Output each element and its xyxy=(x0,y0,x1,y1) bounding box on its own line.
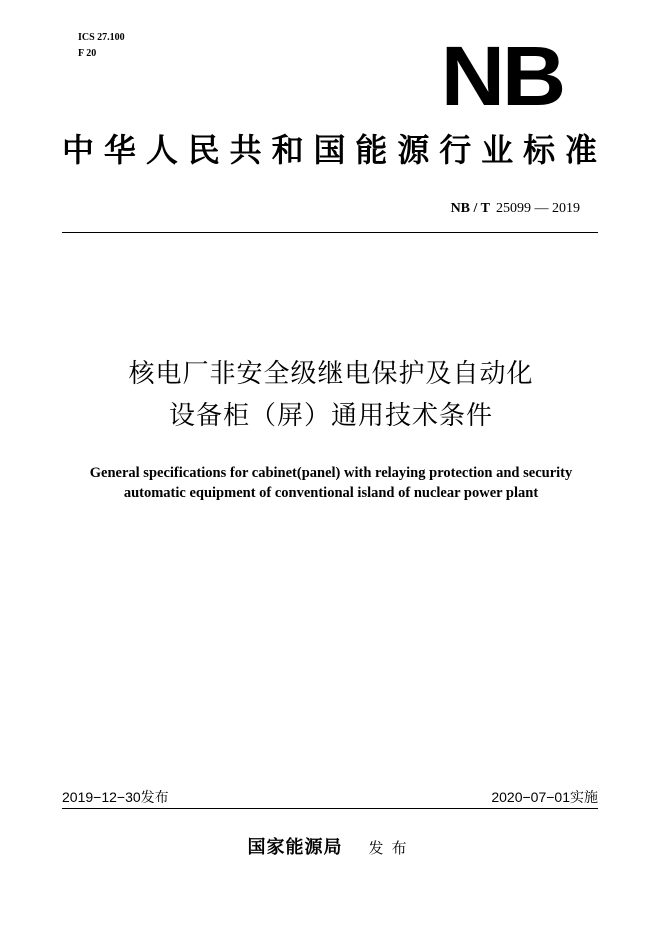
top-divider xyxy=(62,232,598,233)
ics-code: ICS 27.100 xyxy=(78,32,125,43)
bottom-divider xyxy=(62,808,598,809)
chinese-title-line-1: 核电厂非安全级继电保护及自动化 xyxy=(128,359,534,389)
ccs-code: F 20 xyxy=(78,48,97,59)
standard-number-value: 25099 — 2019 xyxy=(496,201,580,216)
implementation-date: 2020−07−01实施 xyxy=(491,789,598,805)
issuing-authority-title: 中华人民共和国能源行业标准 xyxy=(62,131,600,169)
issuer-organization: 国家能源局 xyxy=(247,837,343,858)
chinese-title-line-2: 设备柜（屏）通用技术条件 xyxy=(168,401,493,431)
issue-date: 2019−12−30发布 xyxy=(62,789,169,805)
issuer-line xyxy=(0,836,662,860)
standard-logo: NB xyxy=(440,29,564,123)
standard-code: NB / T xyxy=(450,201,490,216)
english-title-line-1: General specifications for cabinet(panel) with relaying protection and security xyxy=(89,465,573,481)
issuer-verb: 发布 xyxy=(368,839,415,857)
english-title-line-2: automatic equipment of conventional island of nuclear power plant xyxy=(123,485,539,501)
standard-number xyxy=(451,200,580,218)
